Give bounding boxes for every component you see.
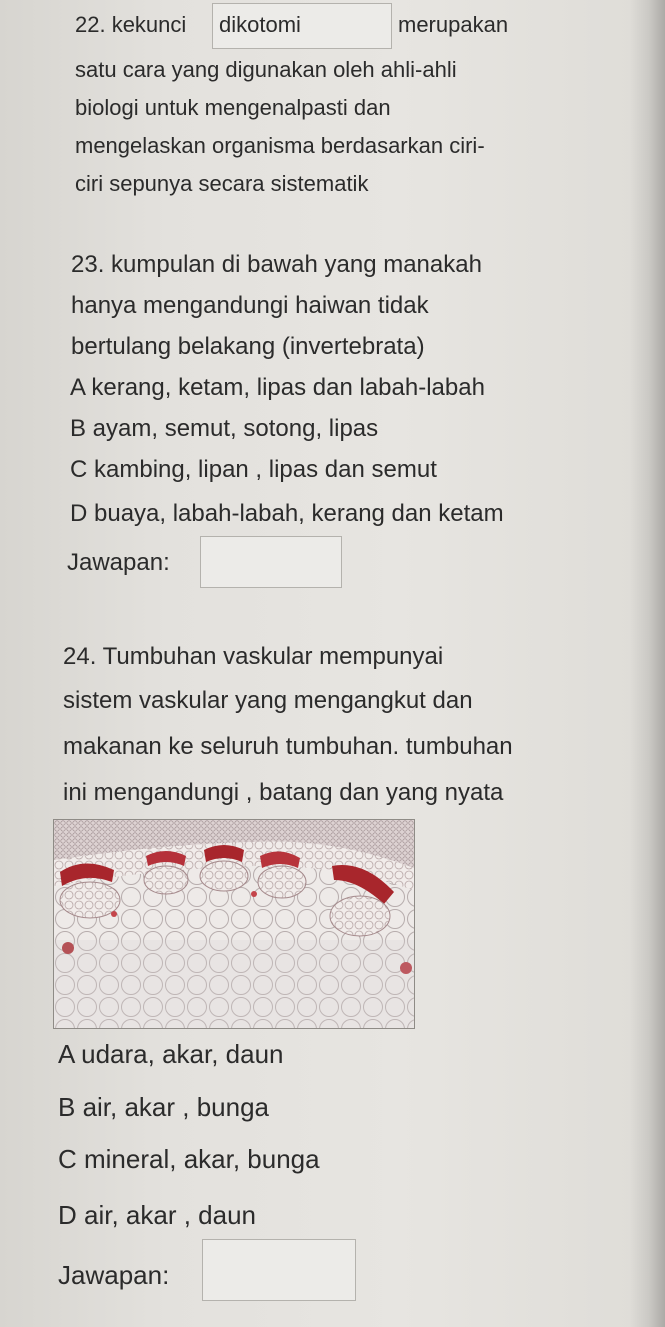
- q24-line-3: makanan ke seluruh tumbuhan. tumbuhan: [63, 733, 513, 760]
- q22-lead-text: 22. kekunci: [75, 12, 187, 37]
- q22-line-1: satu cara yang digunakan oleh ahli-ahli: [75, 57, 457, 82]
- q24-option-d[interactable]: D air, akar , daun: [58, 1200, 256, 1230]
- q24-answer-box[interactable]: [202, 1239, 356, 1301]
- q24-line-1: 24. Tumbuhan vaskular mempunyai: [63, 643, 444, 670]
- q23-option-c[interactable]: C kambing, lipan , lipas dan semut: [70, 456, 437, 483]
- q24-line-4: ini mengandungi , batang dan yang nyata: [63, 779, 504, 806]
- q24-option-b[interactable]: B air, akar , bunga: [58, 1092, 270, 1122]
- q23-answer-box[interactable]: [200, 536, 342, 588]
- stem-cross-section-image: [53, 819, 415, 1029]
- q24-line-2: sistem vaskular yang mengangkut dan: [63, 687, 473, 714]
- q22-highlight-text: dikotomi: [219, 12, 301, 37]
- q22-line-3: mengelaskan organisma berdasarkan ciri-: [75, 133, 485, 158]
- q22-line-4: ciri sepunya secara sistematik: [75, 171, 369, 196]
- page-edge-shadow: [629, 0, 665, 1327]
- q24-option-a[interactable]: A udara, akar, daun: [58, 1039, 284, 1069]
- q22-trail-text: merupakan: [398, 12, 509, 37]
- q23-answer-label: Jawapan:: [67, 549, 170, 576]
- q24-option-c[interactable]: C mineral, akar, bunga: [58, 1144, 320, 1174]
- q24-answer-label: Jawapan:: [58, 1260, 170, 1290]
- q23-option-b[interactable]: B ayam, semut, sotong, lipas: [70, 415, 379, 442]
- stem-cross-section-drawing: [54, 820, 414, 1028]
- q23-line-1: 23. kumpulan di bawah yang manakah: [71, 251, 482, 278]
- q23-line-3: bertulang belakang (invertebrata): [71, 333, 425, 360]
- q23-option-a[interactable]: A kerang, ketam, lipas dan labah-labah: [70, 374, 485, 401]
- q22-line-2: biologi untuk mengenalpasti dan: [75, 95, 391, 120]
- q23-option-d[interactable]: D buaya, labah-labah, kerang dan ketam: [70, 500, 504, 527]
- q23-line-2: hanya mengandungi haiwan tidak: [71, 292, 429, 319]
